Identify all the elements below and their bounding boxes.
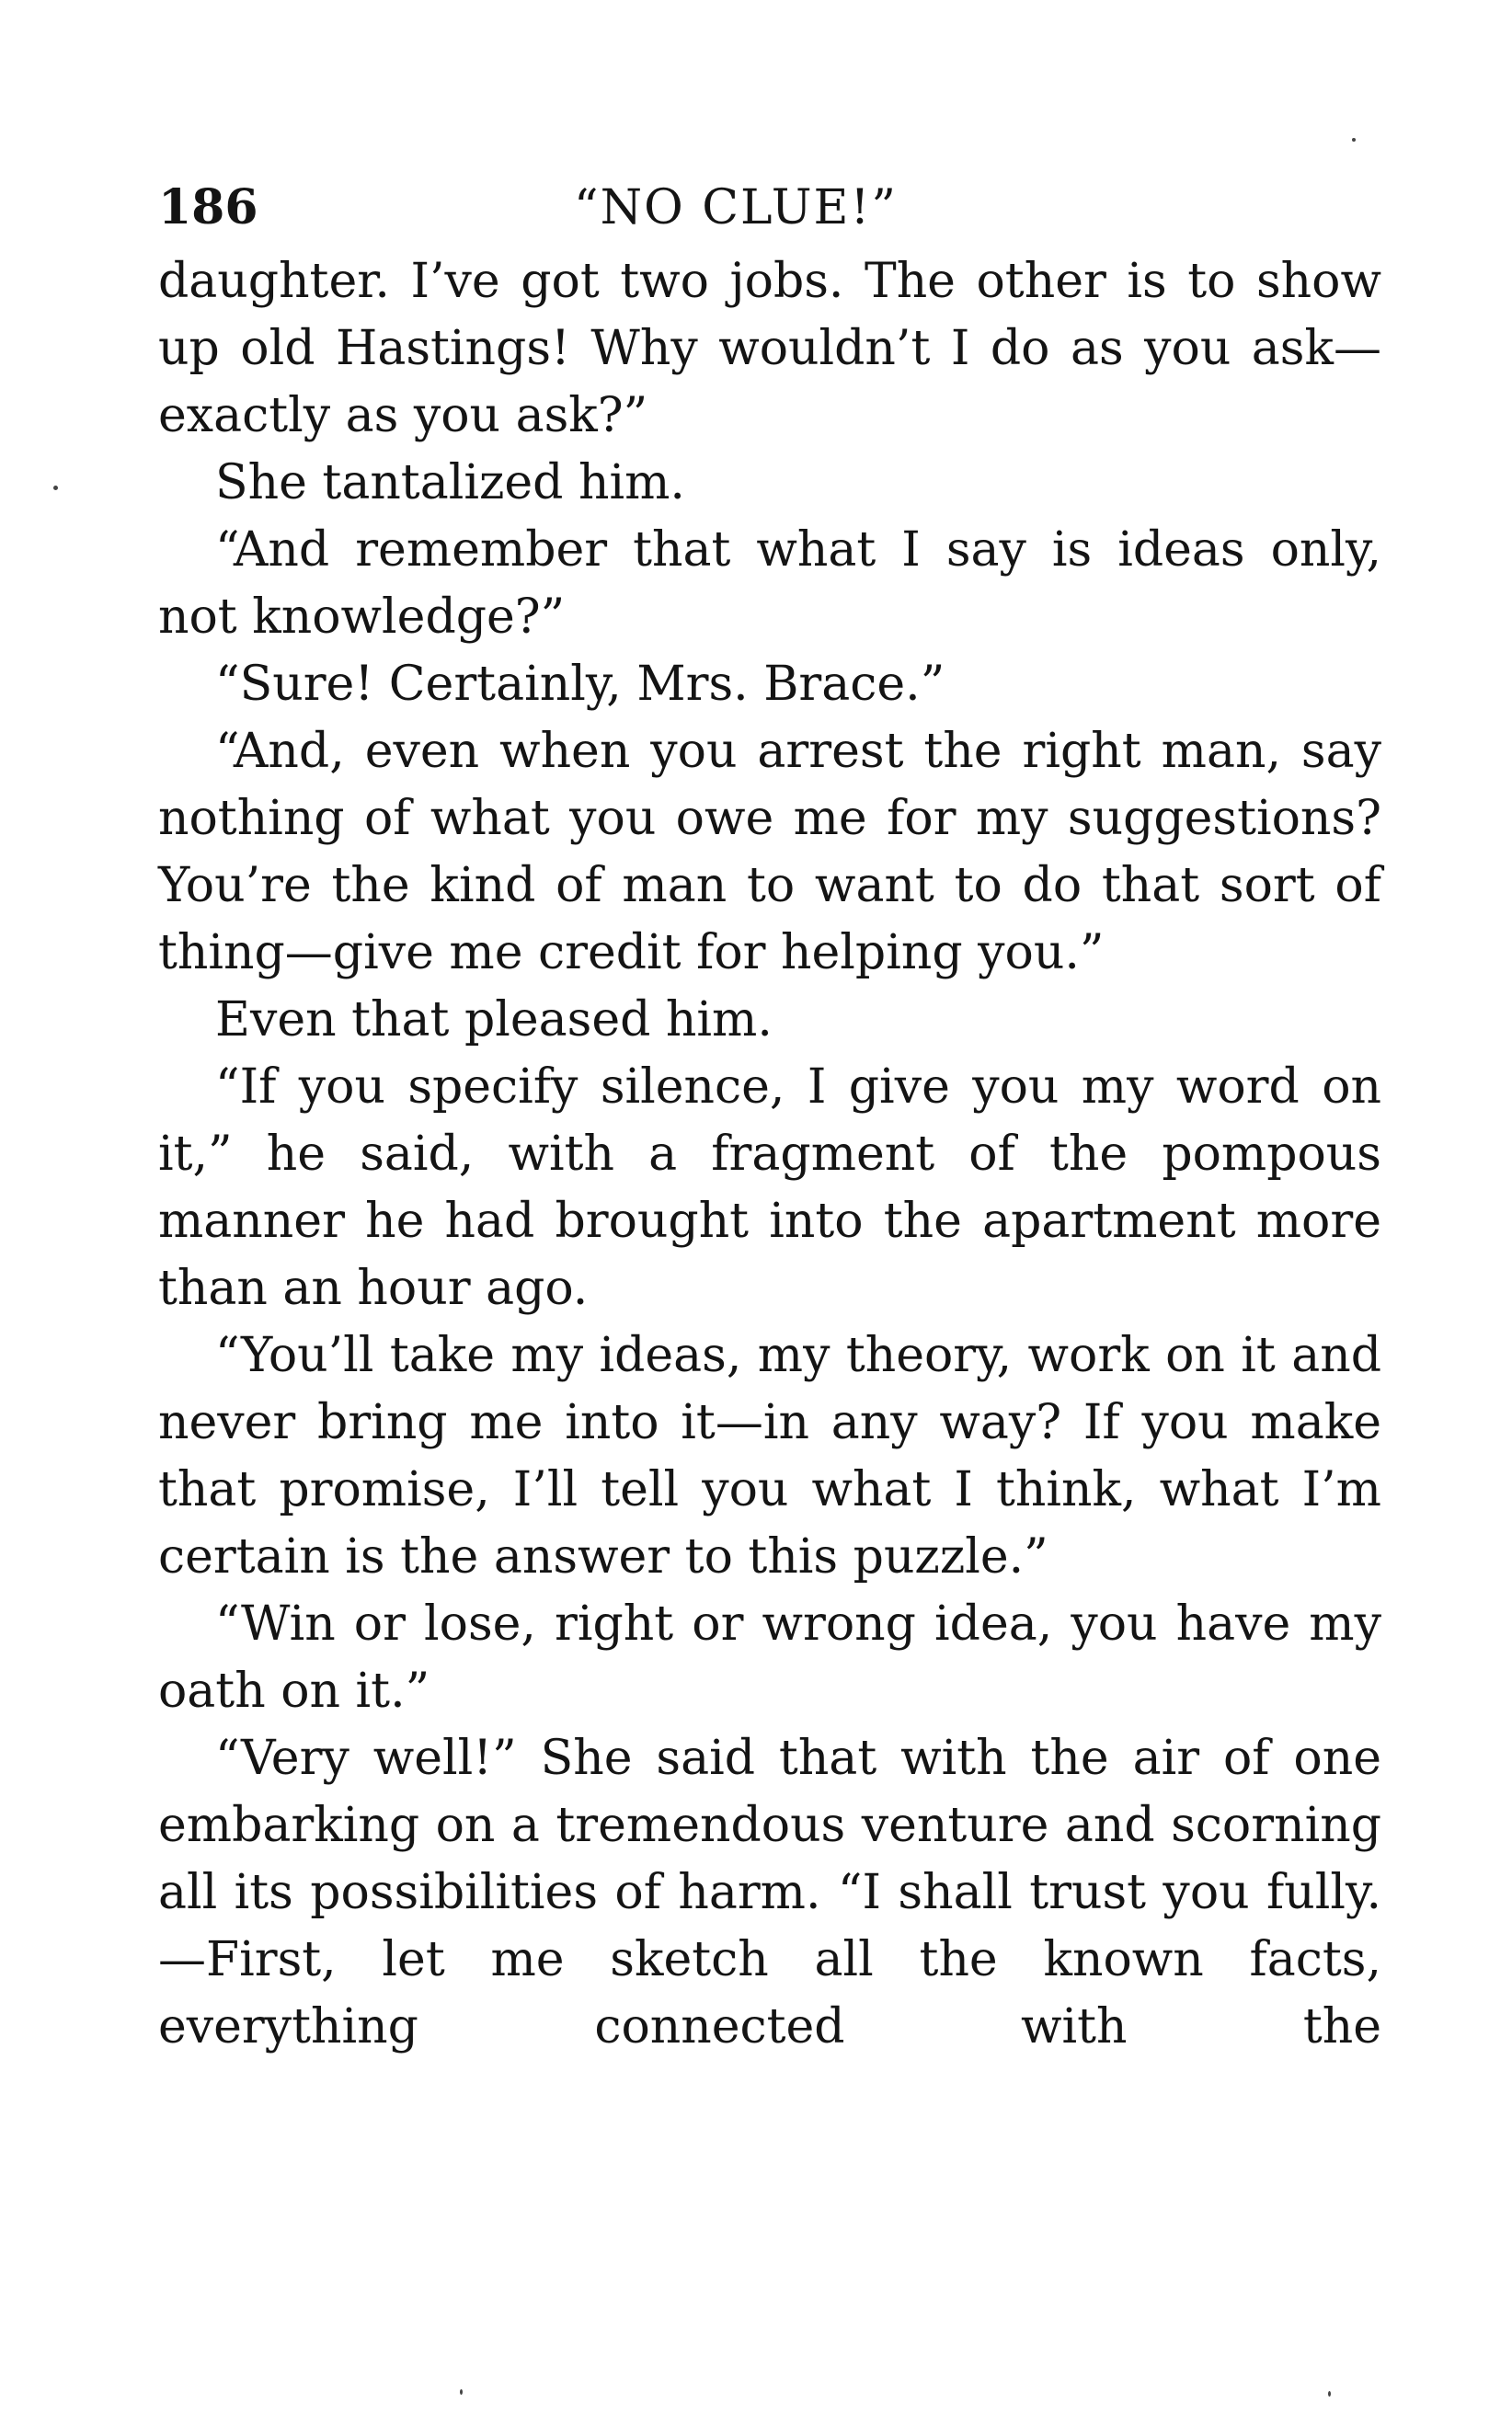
paragraph: She tantalized him. [215, 455, 685, 510]
paragraph: “And, even when you arrest the right man, say nothing of what you owe me for my suggestions? You’re the kind of man to want to do that sort of thing—give me credit for helping you.” [158, 724, 1381, 980]
print-speck [460, 2389, 463, 2395]
print-speck [1352, 138, 1356, 142]
running-head [158, 171, 1381, 245]
print-speck [1328, 2391, 1331, 2397]
running-title: “NO CLUE!” [574, 180, 898, 235]
paragraph: “Sure! Certainly, Mrs. Brace.” [215, 657, 945, 712]
paragraph: Even that pleased him. [215, 992, 773, 1047]
paragraph: “You’ll take my ideas, my theory, work on it and never bring me into it—in any way? If you make that promise, I’ll tell you what I think, what I’m certain is the answer to this puzzle.” [158, 1328, 1381, 1585]
book-page [158, 171, 1381, 2061]
page-number: 186 [158, 179, 258, 235]
paragraph: “Win or lose, right or wrong idea, you have my oath on it.” [158, 1596, 1381, 1719]
paragraph: “Very well!” She said that with the air of one embarking on a tremendous venture and scorning all its possibilities of harm. “I shall trust you fully.—First, let me sketch all the known facts, everything connected with the [158, 1731, 1381, 2054]
paragraph: daughter. I’ve got two jobs. The other is to show up old Hastings! Why wouldn’t I do as you ask—exactly as you ask?” [158, 254, 1381, 443]
body-text [158, 248, 1381, 2061]
print-speck [53, 486, 58, 490]
paragraph: “And remember that what I say is ideas only, not knowledge?” [158, 522, 1381, 645]
paragraph: “If you specify silence, I give you my word on it,” he said, with a fragment of the pompous manner he had brought into the apartment more than an hour ago. [158, 1059, 1381, 1316]
